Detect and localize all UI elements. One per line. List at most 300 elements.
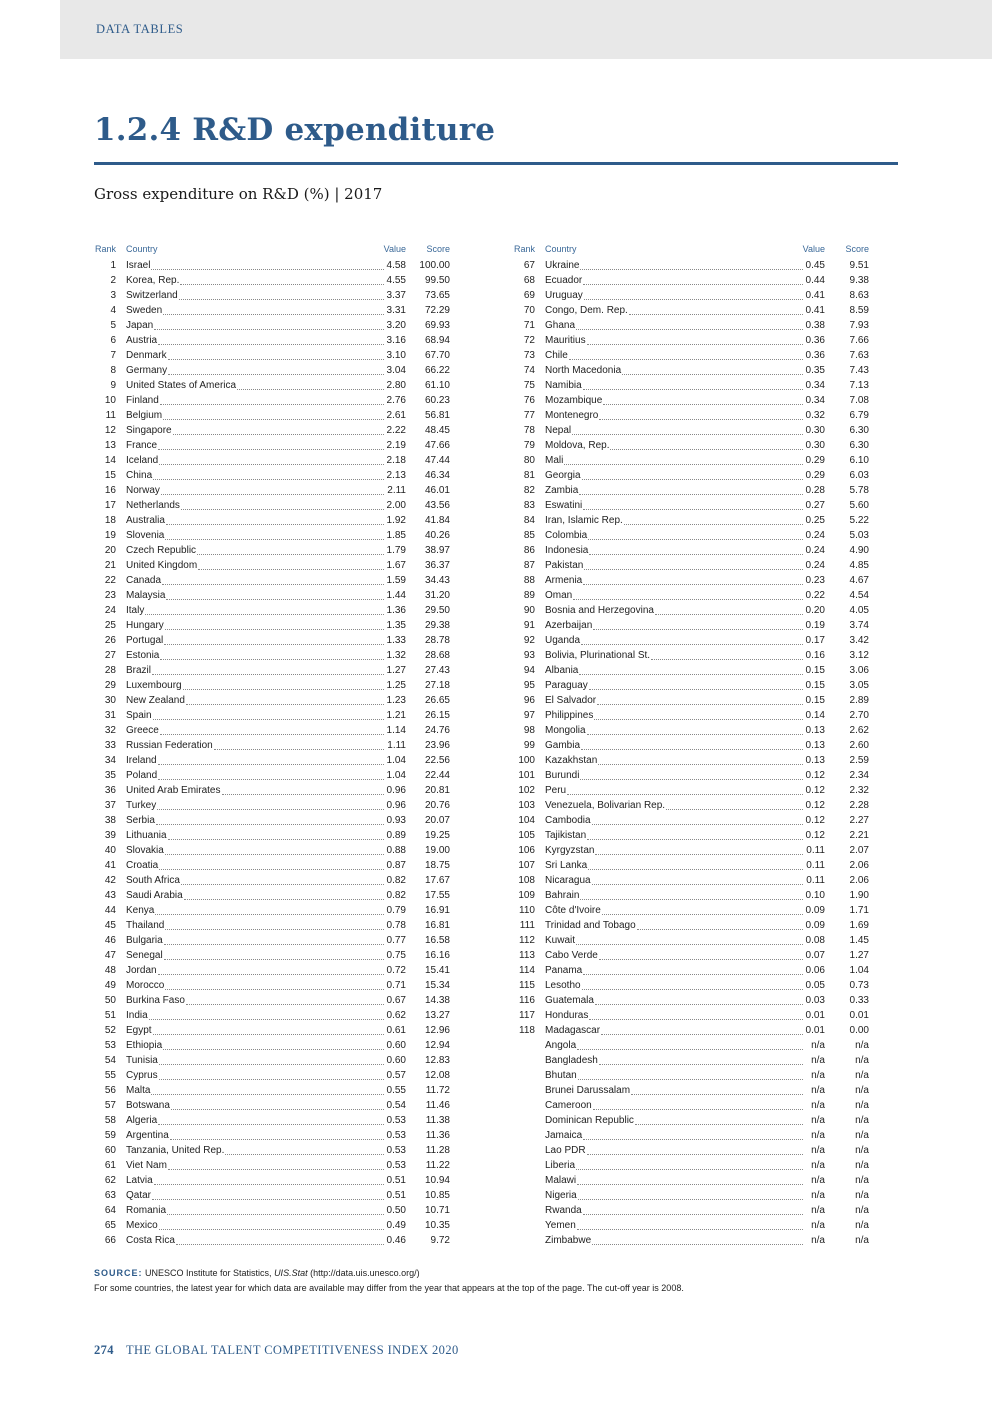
country-name: Serbia <box>126 815 155 826</box>
country-name: Australia <box>126 515 165 526</box>
country-name: Romania <box>126 1205 167 1216</box>
country-name: Jordan <box>126 965 157 976</box>
country-name: Panama <box>545 965 583 976</box>
dot-leader <box>168 359 384 360</box>
dot-leader <box>186 704 384 705</box>
score-cell: 60.23 <box>424 395 450 406</box>
country-cell <box>545 1175 803 1187</box>
table-row <box>513 632 869 647</box>
country-cell <box>545 1160 803 1172</box>
country-name: Canada <box>126 575 162 586</box>
table-row <box>94 767 450 782</box>
country-name: Kazakhstan <box>545 755 598 766</box>
value-cell: 2.61 <box>386 410 406 421</box>
country-name: United Kingdom <box>126 560 198 571</box>
rank-cell: 94 <box>523 665 535 676</box>
score-cell: 2.32 <box>849 785 869 796</box>
dot-leader <box>168 1169 384 1170</box>
value-cell: 0.24 <box>805 530 825 541</box>
rank-cell: 4 <box>110 305 116 316</box>
dot-leader <box>599 959 803 960</box>
rank-cell: 14 <box>104 455 116 466</box>
table-row <box>513 347 869 362</box>
value-cell: 0.34 <box>805 395 825 406</box>
country-cell <box>126 305 384 317</box>
rank-cell: 60 <box>104 1145 116 1156</box>
country-cell <box>126 650 384 662</box>
table-row <box>513 692 869 707</box>
score-cell: 2.60 <box>849 740 869 751</box>
score-cell: 1.27 <box>849 950 869 961</box>
rank-cell: 70 <box>523 305 535 316</box>
score-cell: 0.73 <box>849 980 869 991</box>
score-cell: 29.38 <box>424 620 450 631</box>
country-name: Armenia <box>545 575 583 586</box>
score-cell: 3.05 <box>849 680 869 691</box>
score-cell: 24.76 <box>424 725 450 736</box>
country-cell <box>126 635 384 647</box>
rank-cell: 29 <box>104 680 116 691</box>
header-band <box>60 0 992 59</box>
value-cell: 1.27 <box>386 665 406 676</box>
score-cell: 11.46 <box>425 1100 450 1111</box>
table-row <box>94 482 450 497</box>
value-cell: 2.00 <box>386 500 406 511</box>
score-cell: 27.43 <box>424 665 450 676</box>
country-name: Bangladesh <box>545 1055 598 1066</box>
table-row <box>513 407 869 422</box>
dot-leader <box>578 1199 803 1200</box>
table-row <box>94 857 450 872</box>
table-row <box>513 452 869 467</box>
country-cell <box>126 845 384 857</box>
value-cell: 0.82 <box>386 875 406 886</box>
score-cell: 48.45 <box>424 425 450 436</box>
score-cell: 2.34 <box>849 770 869 781</box>
value-cell: 0.24 <box>805 560 825 571</box>
dot-leader <box>158 779 384 780</box>
dot-leader <box>163 419 384 420</box>
country-cell <box>545 950 803 962</box>
value-cell: 2.11 <box>387 485 406 496</box>
country-cell <box>545 740 803 752</box>
score-cell: 47.44 <box>424 455 450 466</box>
table-row <box>513 602 869 617</box>
country-cell <box>545 860 803 872</box>
dot-leader <box>164 644 384 645</box>
table-rows <box>94 257 450 1247</box>
table-row <box>513 677 869 692</box>
dot-leader <box>153 1034 384 1035</box>
rank-cell: 112 <box>519 935 535 946</box>
table-row <box>513 857 869 872</box>
table-row <box>94 677 450 692</box>
table-row <box>513 1052 869 1067</box>
table-row <box>513 1127 869 1142</box>
value-cell: 0.72 <box>386 965 406 976</box>
score-cell: 6.79 <box>849 410 869 421</box>
country-name: Uganda <box>545 635 581 646</box>
dot-leader <box>580 899 803 900</box>
table-row <box>513 662 869 677</box>
country-cell <box>126 1070 384 1082</box>
data-table-left <box>94 243 450 1247</box>
table-row <box>513 647 869 662</box>
rank-cell: 69 <box>523 290 535 301</box>
country-name: Viet Nam <box>126 1160 167 1171</box>
column-headers <box>513 243 869 255</box>
country-name: Estonia <box>126 650 160 661</box>
dot-leader <box>583 284 803 285</box>
value-cell: n/a <box>811 1130 825 1141</box>
country-name: Austria <box>126 335 158 346</box>
country-name: Russian Federation <box>126 740 213 751</box>
table-row <box>94 452 450 467</box>
dot-leader <box>149 1019 384 1020</box>
rank-cell: 92 <box>523 635 535 646</box>
dot-leader <box>155 914 384 915</box>
country-cell <box>545 875 803 887</box>
country-cell <box>545 350 803 362</box>
rank-cell: 34 <box>104 755 116 766</box>
table-row <box>513 1082 869 1097</box>
country-name: Madagascar <box>545 1025 601 1036</box>
country-cell <box>126 1055 384 1067</box>
dot-leader <box>588 869 803 870</box>
header-score: Score <box>426 244 450 254</box>
country-cell <box>126 1025 384 1037</box>
country-cell <box>126 620 384 632</box>
dot-leader <box>592 1244 803 1245</box>
value-cell: 0.61 <box>386 1025 406 1036</box>
value-cell: 2.13 <box>386 470 406 481</box>
table-row <box>513 812 869 827</box>
table-row <box>94 1067 450 1082</box>
dot-leader <box>168 839 384 840</box>
table-row <box>94 512 450 527</box>
score-cell: n/a <box>855 1175 869 1186</box>
table-row <box>513 962 869 977</box>
rank-cell: 51 <box>104 1010 116 1021</box>
value-cell: 0.12 <box>805 785 825 796</box>
score-cell: 14.38 <box>424 995 450 1006</box>
value-cell: 0.41 <box>805 305 825 316</box>
country-name: Belgium <box>126 410 163 421</box>
table-row <box>94 272 450 287</box>
score-cell: n/a <box>855 1220 869 1231</box>
value-cell: 1.21 <box>386 710 406 721</box>
dot-leader <box>160 734 384 735</box>
value-cell: 0.53 <box>386 1115 406 1126</box>
rank-cell: 84 <box>523 515 535 526</box>
value-cell: 0.51 <box>386 1175 406 1186</box>
value-cell: 0.89 <box>386 830 406 841</box>
country-name: Montenegro <box>545 410 599 421</box>
country-cell <box>126 455 384 467</box>
page-footer <box>94 1343 459 1358</box>
country-cell <box>126 1175 384 1187</box>
dot-leader <box>214 749 384 750</box>
dot-leader <box>577 1049 803 1050</box>
country-name: South Africa <box>126 875 180 886</box>
country-cell <box>545 980 803 992</box>
table-row <box>94 587 450 602</box>
dot-leader <box>160 659 384 660</box>
value-cell: 0.15 <box>805 695 825 706</box>
score-cell: 22.56 <box>424 755 450 766</box>
rank-cell: 55 <box>104 1070 116 1081</box>
country-cell <box>126 320 384 332</box>
value-cell: 0.13 <box>805 725 825 736</box>
value-cell: 0.49 <box>386 1220 406 1231</box>
score-cell: 5.03 <box>849 530 869 541</box>
table-row <box>94 572 450 587</box>
score-cell: 16.58 <box>424 935 450 946</box>
country-cell <box>545 1040 803 1052</box>
score-cell: 19.00 <box>424 845 450 856</box>
table-row <box>513 272 869 287</box>
table-row <box>94 527 450 542</box>
score-cell: 3.74 <box>849 620 869 631</box>
table-row <box>94 962 450 977</box>
score-cell: 28.68 <box>424 650 450 661</box>
value-cell: 0.53 <box>386 1145 406 1156</box>
country-cell <box>545 995 803 1007</box>
rank-cell: 9 <box>110 380 116 391</box>
value-cell: 0.27 <box>805 500 825 511</box>
dot-leader <box>159 1229 384 1230</box>
country-name: Cabo Verde <box>545 950 598 961</box>
value-cell: 2.18 <box>386 455 406 466</box>
country-cell <box>126 755 384 767</box>
table-row <box>513 1007 869 1022</box>
rank-cell: 32 <box>104 725 116 736</box>
dot-leader <box>666 809 803 810</box>
country-name: Malta <box>126 1085 151 1096</box>
rank-cell: 95 <box>523 680 535 691</box>
rank-cell: 72 <box>523 335 535 346</box>
country-cell <box>126 365 384 377</box>
table-row <box>94 1037 450 1052</box>
table-row <box>513 917 869 932</box>
score-cell: 7.93 <box>849 320 869 331</box>
dot-leader <box>164 959 384 960</box>
rank-cell: 71 <box>523 320 535 331</box>
country-cell <box>545 710 803 722</box>
country-name: Israel <box>126 260 151 271</box>
rank-cell: 87 <box>523 560 535 571</box>
value-cell: n/a <box>811 1160 825 1171</box>
country-name: Philippines <box>545 710 594 721</box>
country-cell <box>545 485 803 497</box>
dot-leader <box>572 434 803 435</box>
country-name: Qatar <box>126 1190 152 1201</box>
table-row <box>513 737 869 752</box>
country-cell <box>126 410 384 422</box>
country-cell <box>126 905 384 917</box>
table-row <box>94 542 450 557</box>
score-cell: n/a <box>855 1040 869 1051</box>
score-cell: 18.75 <box>424 860 450 871</box>
rank-cell: 83 <box>523 500 535 511</box>
rank-cell: 86 <box>523 545 535 556</box>
rank-cell: 20 <box>104 545 116 556</box>
score-cell: 4.90 <box>849 545 869 556</box>
table-row <box>94 722 450 737</box>
rank-cell: 50 <box>104 995 116 1006</box>
rank-cell: 46 <box>104 935 116 946</box>
country-name: Bosnia and Herzegovina <box>545 605 654 616</box>
country-cell <box>545 545 803 557</box>
rank-cell: 82 <box>523 485 535 496</box>
value-cell: 0.60 <box>386 1055 406 1066</box>
source-line <box>94 1266 914 1281</box>
score-cell: 99.50 <box>424 275 450 286</box>
country-name: Bhutan <box>545 1070 577 1081</box>
table-row <box>513 467 869 482</box>
dot-leader <box>594 719 803 720</box>
source-footnote: For some countries, the latest year for which data are available may differ from the year that appears at the top of the page. The cut-off year is 2008. <box>94 1283 684 1293</box>
table-row <box>513 317 869 332</box>
dot-leader <box>158 764 384 765</box>
score-cell: 2.70 <box>849 710 869 721</box>
score-cell: n/a <box>855 1130 869 1141</box>
dot-leader <box>176 1244 384 1245</box>
country-cell <box>126 1010 384 1022</box>
score-cell: 16.16 <box>424 950 450 961</box>
country-name: Denmark <box>126 350 167 361</box>
dot-leader <box>601 1034 803 1035</box>
value-cell: 1.14 <box>386 725 406 736</box>
dot-leader <box>595 854 803 855</box>
rank-cell: 6 <box>110 335 116 346</box>
table-row <box>94 827 450 842</box>
value-cell: 0.05 <box>805 980 825 991</box>
dot-leader <box>165 929 384 930</box>
rank-cell: 111 <box>519 920 535 931</box>
country-name: Hungary <box>126 620 164 631</box>
score-cell: 2.21 <box>849 830 869 841</box>
dot-leader <box>576 944 803 945</box>
country-cell <box>126 530 384 542</box>
dot-leader <box>567 794 803 795</box>
rank-cell: 5 <box>110 320 116 331</box>
table-row <box>94 902 450 917</box>
rank-cell: 8 <box>110 365 116 376</box>
table-row <box>513 1187 869 1202</box>
country-name: Bulgaria <box>126 935 163 946</box>
rank-cell: 30 <box>104 695 116 706</box>
value-cell: 1.44 <box>386 590 406 601</box>
country-cell <box>126 485 384 497</box>
rank-cell: 11 <box>105 410 116 421</box>
table-row <box>513 512 869 527</box>
country-name: Tanzania, United Rep. <box>126 1145 225 1156</box>
table-row <box>94 1112 450 1127</box>
dot-leader <box>152 1199 384 1200</box>
value-cell: 0.41 <box>805 290 825 301</box>
country-name: Honduras <box>545 1010 589 1021</box>
dot-leader <box>578 1079 803 1080</box>
source-database: UIS.Stat <box>274 1268 308 1278</box>
rank-cell: 81 <box>523 470 535 481</box>
score-cell: 40.26 <box>424 530 450 541</box>
table-row <box>94 1052 450 1067</box>
dot-leader <box>154 1184 384 1185</box>
dot-leader <box>583 389 803 390</box>
rank-cell: 74 <box>523 365 535 376</box>
country-name: Jamaica <box>545 1130 583 1141</box>
value-cell: 0.12 <box>805 830 825 841</box>
table-row <box>513 1232 869 1247</box>
dot-leader <box>158 974 384 975</box>
dot-leader <box>167 1214 384 1215</box>
dot-leader <box>170 1139 384 1140</box>
score-cell: 11.36 <box>425 1130 450 1141</box>
country-name: Chile <box>545 350 568 361</box>
country-name: Switzerland <box>126 290 178 301</box>
country-name: Uruguay <box>545 290 583 301</box>
value-cell: 0.13 <box>805 740 825 751</box>
score-cell: 36.37 <box>424 560 450 571</box>
value-cell: n/a <box>811 1190 825 1201</box>
table-row <box>513 1037 869 1052</box>
rank-cell: 80 <box>523 455 535 466</box>
table-row <box>94 422 450 437</box>
score-cell: 3.12 <box>849 650 869 661</box>
country-name: Mozambique <box>545 395 603 406</box>
dot-leader <box>587 734 803 735</box>
country-cell <box>545 530 803 542</box>
country-name: United States of America <box>126 380 237 391</box>
value-cell: 1.35 <box>386 620 406 631</box>
dot-leader <box>152 674 384 675</box>
country-name: Ireland <box>126 755 157 766</box>
rank-cell: 36 <box>104 785 116 796</box>
score-cell: 6.03 <box>849 470 869 481</box>
value-cell: 0.11 <box>806 845 825 856</box>
dot-leader <box>166 524 384 525</box>
dot-leader <box>163 1049 384 1050</box>
score-cell: 11.72 <box>425 1085 450 1096</box>
country-cell <box>545 680 803 692</box>
rank-cell: 24 <box>104 605 116 616</box>
table-row <box>513 302 869 317</box>
table-row <box>94 497 450 512</box>
table-row <box>94 1022 450 1037</box>
table-row <box>513 362 869 377</box>
rank-cell: 16 <box>104 485 116 496</box>
table-row <box>94 617 450 632</box>
score-cell: 68.94 <box>424 335 450 346</box>
rank-cell: 100 <box>518 755 535 766</box>
table-row <box>94 1127 450 1142</box>
country-cell <box>126 275 384 287</box>
score-cell: 67.70 <box>424 350 450 361</box>
value-cell: n/a <box>811 1100 825 1111</box>
table-row <box>94 1007 450 1022</box>
rank-cell: 66 <box>104 1235 116 1246</box>
table-row <box>513 797 869 812</box>
country-cell <box>545 650 803 662</box>
value-cell: 0.10 <box>805 890 825 901</box>
dot-leader <box>599 419 803 420</box>
score-cell: 12.08 <box>424 1070 450 1081</box>
rank-cell: 90 <box>523 605 535 616</box>
country-name: Yemen <box>545 1220 576 1231</box>
table-row <box>513 1022 869 1037</box>
table-row <box>94 317 450 332</box>
